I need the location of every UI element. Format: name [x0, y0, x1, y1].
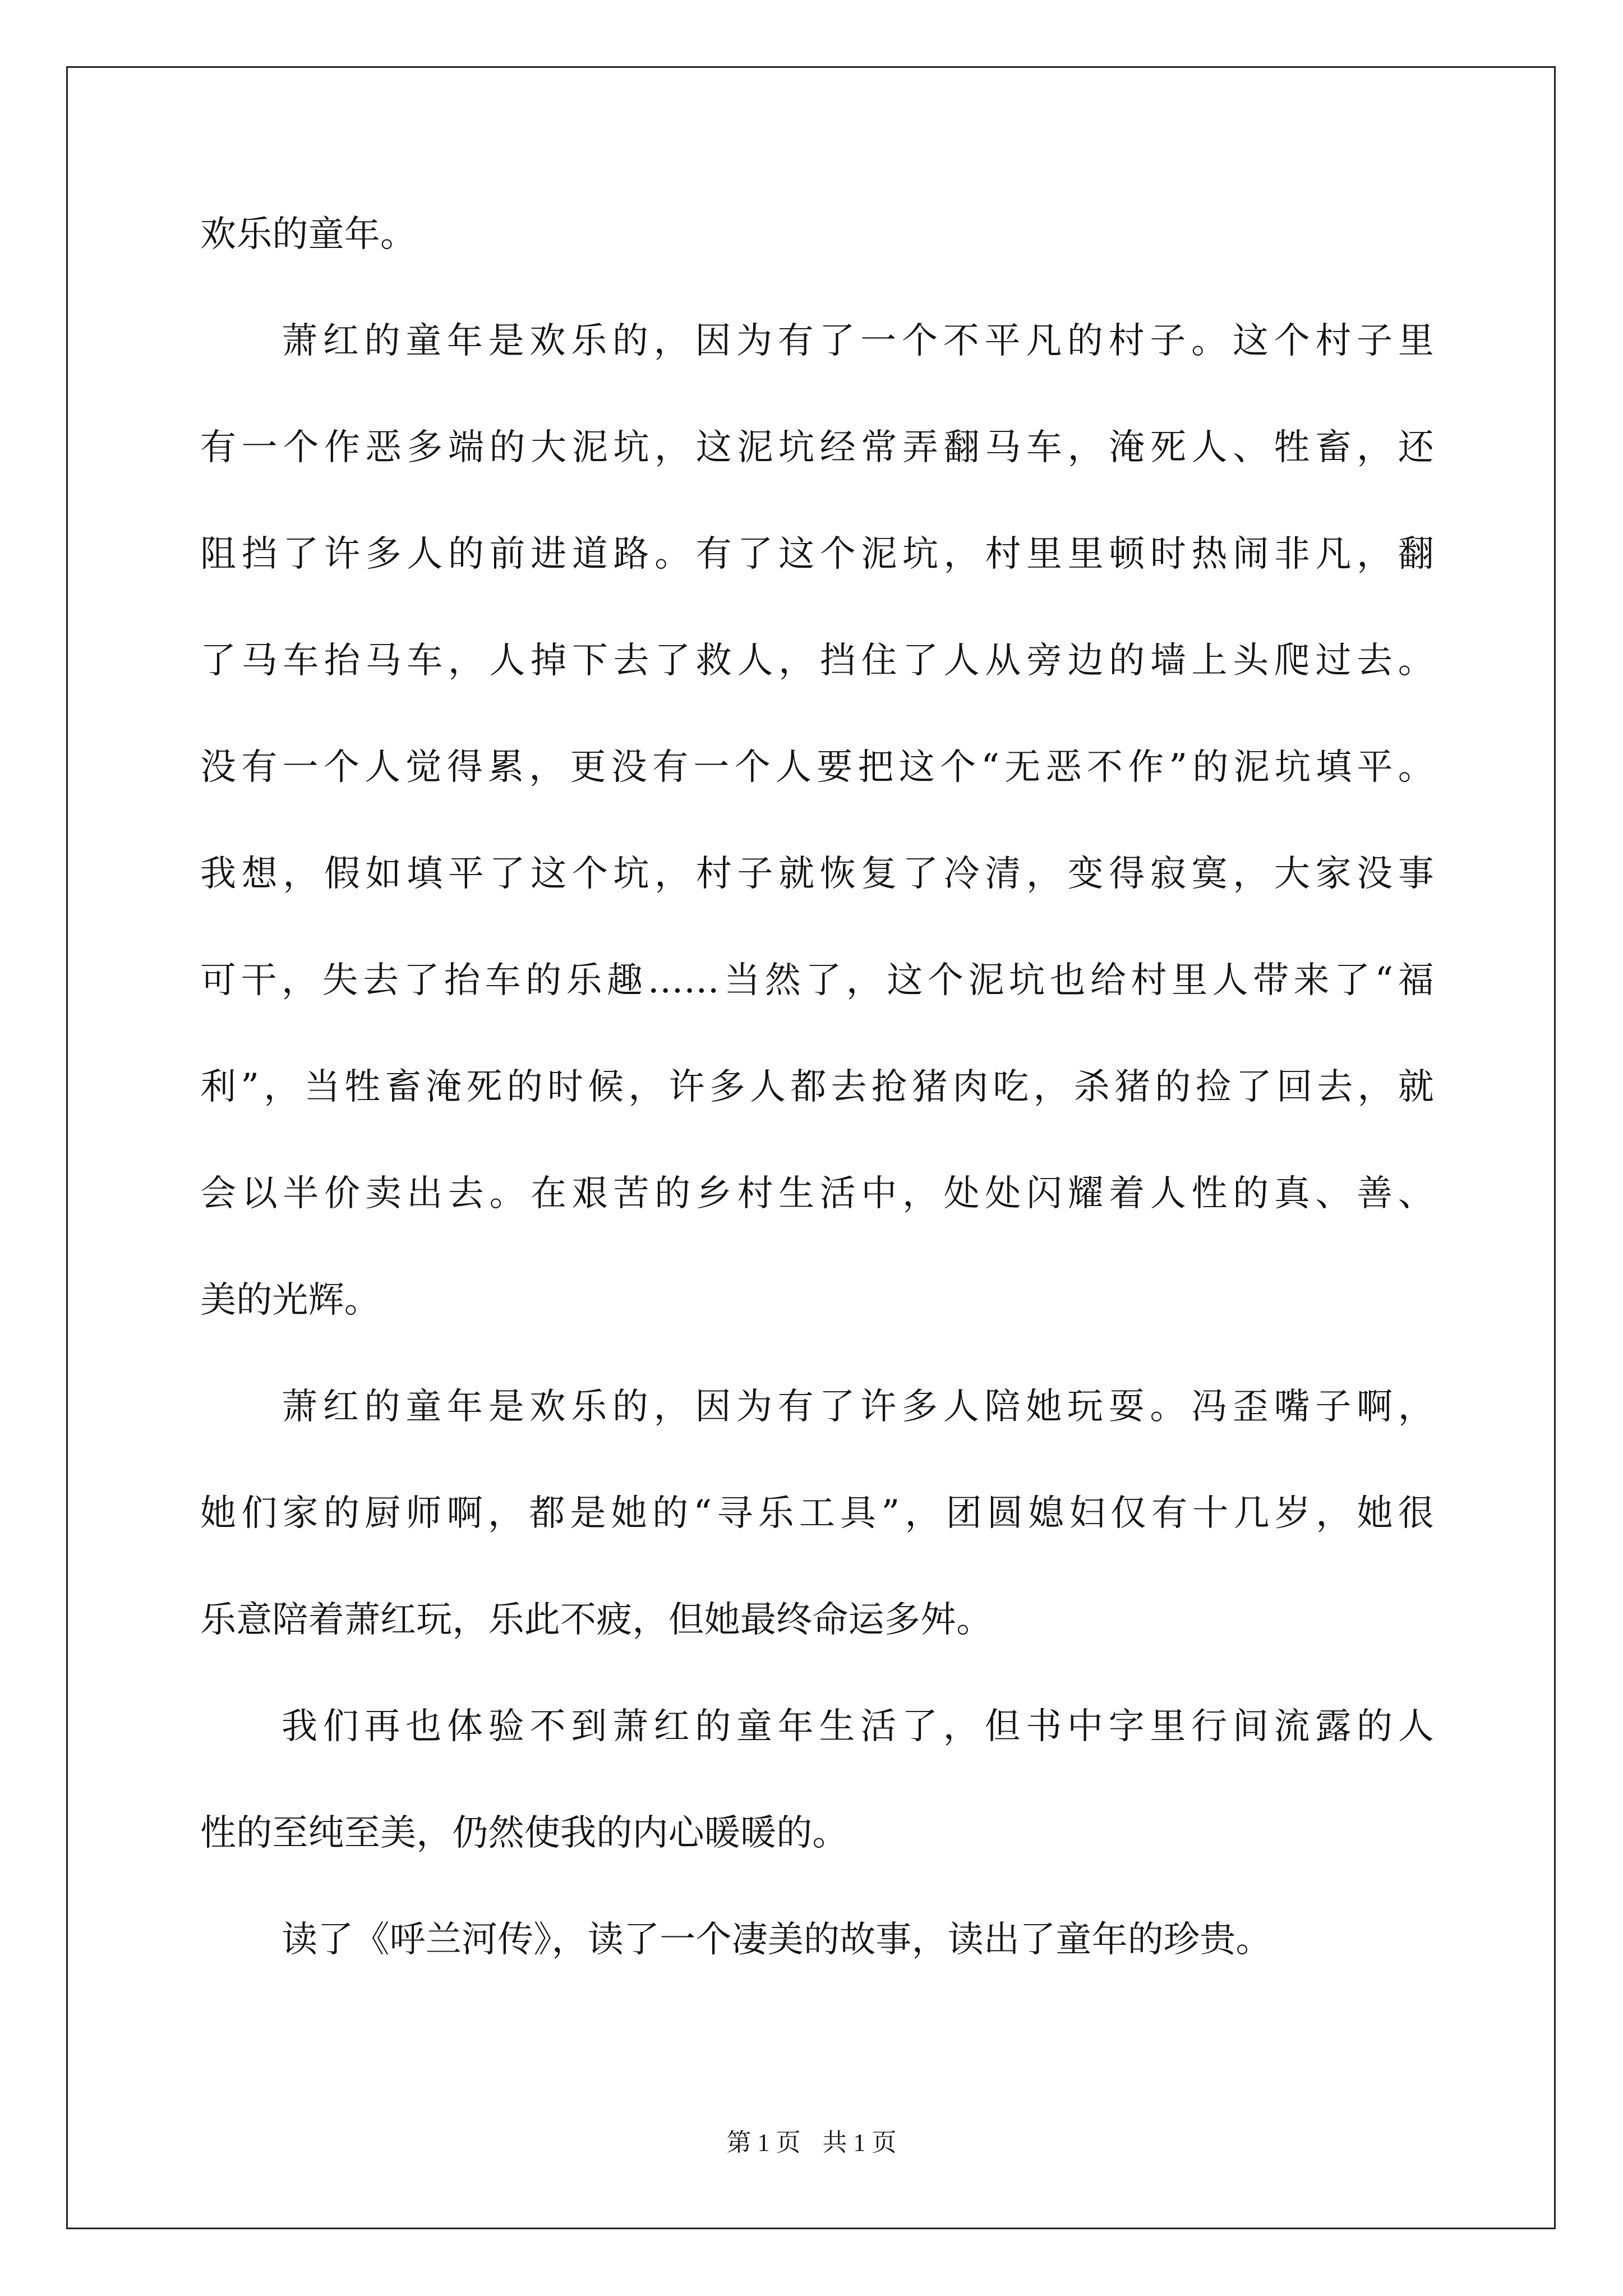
text-line-8: 可干，失去了抬车的乐趣……当然了，这个泥坑也给村里人带来了“福 [200, 960, 1434, 1001]
text-line-11: 美的光辉。 [200, 1280, 380, 1321]
text-line-4: 阻挡了许多人的前进道路。有了这个泥坑，村里里顿时热闹非凡，翻 [200, 533, 1434, 575]
page-total: 共 1 页 [822, 2129, 897, 2156]
text-line-17: 读了《呼兰河传》，读了一个凄美的故事，读出了童年的珍贵。 [282, 1919, 1272, 1961]
page-footer [0, 2126, 1623, 2160]
text-line-14: 乐意陪着萧红玩，乐此不疲，但她最终命运多舛。 [200, 1599, 993, 1641]
page-border [66, 66, 1556, 2229]
text-line-9: 利”，当牲畜淹死的时候，许多人都去抢猪肉吃，杀猪的捡了回去，就 [200, 1066, 1434, 1108]
text-line-3: 有一个作恶多端的大泥坑，这泥坑经常弄翻马车，淹死人、牲畜，还 [200, 427, 1434, 468]
page-number: 第 1 页 [726, 2129, 801, 2156]
text-line-12: 萧红的童年是欢乐的，因为有了许多人陪她玩耍。冯歪嘴子啊， [282, 1386, 1434, 1428]
text-line-10: 会以半价卖出去。在艰苦的乡村生活中，处处闪耀着人性的真、善、 [200, 1173, 1434, 1214]
text-line-7: 我想，假如填平了这个坑，村子就恢复了冷清，变得寂寞，大家没事 [200, 853, 1434, 895]
text-line-15: 我们再也体验不到萧红的童年生活了，但书中字里行间流露的人 [282, 1706, 1434, 1747]
text-line-1: 欢乐的童年。 [200, 214, 417, 255]
text-line-13: 她们家的厨师啊，都是她的“寻乐工具”，团圆媳妇仅有十几岁，她很 [200, 1493, 1434, 1534]
text-line-2: 萧红的童年是欢乐的，因为有了一个不平凡的村子。这个村子里 [282, 320, 1434, 362]
text-line-6: 没有一个人觉得累，更没有一个人要把这个“无恶不作”的泥坑填平。 [200, 747, 1434, 788]
text-line-5: 了马车抬马车，人掉下去了救人，挡住了人从旁边的墙上头爬过去。 [200, 640, 1434, 682]
text-line-16: 性的至纯至美，仍然使我的内心暖暖的。 [200, 1812, 849, 1854]
